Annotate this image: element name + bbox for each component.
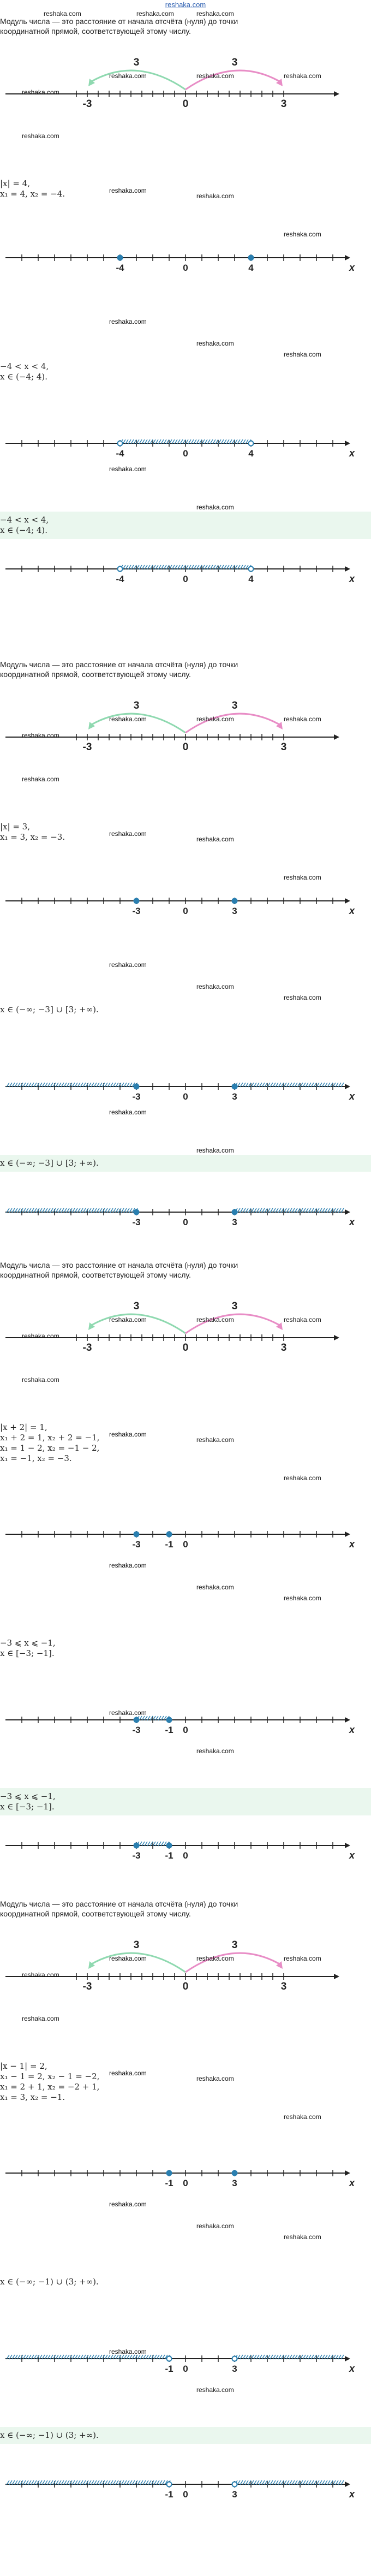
inequality-text [0,1638,56,1659]
point-marker [232,2171,237,2176]
watermark: reshaka.com [196,1747,234,1755]
axis-label: -1 [165,1850,173,1861]
axis-label: -4 [116,448,124,459]
definition-line: Модуль числа — это расстояние от начала отсчёта (нуля) до точки [0,1900,238,1908]
answer-line: x ∈ (−∞; −3] ∪ [3; +∞). [0,1158,99,1168]
watermark: reshaka.com [109,72,147,80]
left-distance-label: 3 [133,1301,140,1312]
axis-label: -4 [116,574,124,584]
right-distance-label: 3 [231,1301,238,1312]
hatch-region [7,2480,170,2485]
right-distance-label: 3 [231,700,238,711]
axis-label: 0 [183,2489,188,2500]
inequality-text [0,2277,99,2287]
point-marker [134,1084,139,1089]
watermark: reshaka.com [196,503,234,511]
hatch-region [7,2355,170,2359]
left-distance-label: 3 [133,1939,140,1951]
watermark: reshaka.com [196,192,234,200]
watermark: reshaka.com [284,1594,321,1602]
axis-label: 3 [232,2489,237,2500]
watermark: reshaka.com [22,88,59,96]
axis-label: -3 [82,1342,92,1354]
axis-arrow-icon [345,255,350,260]
math-line: x ∈ [−3; −1]. [0,1648,55,1658]
math-line: x₁ + 2 = 1, x₂ + 2 = −1, [0,1433,100,1443]
watermark: reshaka.com [284,230,321,238]
axis-label: -3 [82,98,92,110]
answer-text [0,1155,371,1170]
math-line: |x − 1| = 2, [0,2061,47,2071]
answer-box [0,512,371,539]
watermark: reshaka.com [196,1316,234,1323]
axis-variable-label: x [349,2363,355,2374]
math-line: x ∈ (−4; 4). [0,372,48,382]
axis-label: -3 [132,1850,141,1861]
equation-solution [0,2061,99,2103]
axis-arrow-icon [334,91,339,97]
watermark: reshaka.com [22,1971,59,1979]
watermark: reshaka.com [109,2200,147,2208]
axis-variable-label: x [349,2177,355,2188]
watermark: reshaka.com [109,1108,147,1116]
axis-label: 0 [182,741,189,753]
axis-arrow-icon [345,2356,350,2361]
watermark: reshaka.com [109,2069,147,2077]
watermark: reshaka.com [196,983,234,990]
axis-label: 3 [232,2364,237,2374]
axis-label: -1 [165,1725,173,1735]
equation-solution [0,822,65,842]
answer-box [0,1788,371,1815]
axis-label: 0 [183,263,188,273]
equation-solution [0,179,65,199]
math-line: x₁ = 2 + 1, x₂ = −2 + 1, [0,2082,100,2092]
math-line: x₁ = 3, x₂ = −1. [0,2092,65,2102]
number-line-answer [0,2473,371,2501]
answer-line: −3 ⩽ x ⩽ −1, [0,1791,56,1801]
watermark: reshaka.com [109,1431,147,1438]
watermark: reshaka.com [196,2075,234,2082]
definition-line: Модуль числа — это расстояние от начала отсчёта (нуля) до точки [0,17,238,26]
axis-label: -1 [165,2178,173,2188]
axis-label: 0 [182,1981,189,1992]
inequality-text [0,361,49,382]
axis-variable-label: x [349,1539,355,1550]
answer-line: x ∈ (−4; 4). [0,525,48,535]
point-marker [232,1210,237,1215]
definition-text [0,1260,371,1280]
inequality-text [0,1005,99,1015]
watermark: reshaka.com [109,465,147,473]
axis-label: 0 [182,98,189,110]
axis-arrow-icon [345,566,350,572]
axis-label: 3 [232,906,237,916]
axis-label: -3 [132,1725,141,1735]
watermark: reshaka.com [284,351,321,358]
math-line: |x + 2| = 1, [0,1422,47,1432]
point-marker [167,1843,172,1848]
watermark: reshaka.com [284,715,321,723]
point-marker [232,1084,237,1089]
axis-arrow-icon [345,2482,350,2487]
answer-line: −4 < x < 4, [0,515,49,525]
number-line-solution [0,432,371,460]
answer-text [0,2427,371,2442]
point-marker [167,2171,172,2176]
axis-label: -1 [165,2489,173,2500]
axis-arrow-icon [334,1974,339,1979]
axis-label: 0 [183,574,188,584]
axis-variable-label: x [349,2489,355,2500]
watermark: reshaka.com [284,1955,321,1962]
watermark: reshaka.com [284,994,321,1001]
number-line-points [0,247,371,274]
math-line: −3 ⩽ x ⩽ −1, [0,1638,56,1648]
point-marker [167,2482,172,2487]
watermark: reshaka.com [109,1562,147,1569]
watermark: reshaka.com [22,732,59,739]
watermark: reshaka.com [44,10,81,17]
axis-label: 4 [248,574,254,584]
site-link[interactable]: reshaka.com [165,1,206,9]
math-line: |x| = 4, [0,179,30,188]
watermark: reshaka.com [196,72,234,80]
answer-text [0,1788,371,1813]
point-marker [118,441,123,446]
watermark: reshaka.com [196,10,234,17]
watermark: reshaka.com [196,1583,234,1591]
definition-line: Модуль числа — это расстояние от начала отсчёта (нуля) до точки [0,1261,238,1269]
watermark: reshaka.com [196,835,234,843]
axis-arrow-icon [334,734,339,740]
watermark: reshaka.com [109,318,147,325]
axis-label: 0 [183,2178,188,2188]
watermark: reshaka.com [284,1316,321,1323]
axis-arrow-icon [345,898,350,904]
watermark: reshaka.com [109,1709,147,1717]
point-marker [134,1532,139,1537]
watermark: reshaka.com [284,2113,321,2121]
watermark: reshaka.com [109,830,147,838]
watermark: reshaka.com [109,2348,147,2355]
answer-box [0,2427,371,2444]
math-line: x₁ = 4, x₂ = −4. [0,189,65,199]
watermark: reshaka.com [109,961,147,969]
point-marker [167,1718,172,1723]
number-line-solution [0,1709,371,1736]
math-line: x₁ = 3, x₂ = −3. [0,832,65,842]
point-marker [167,2357,172,2361]
axis-variable-label: x [349,905,355,916]
axis-label: -3 [82,741,92,753]
point-marker [118,256,123,260]
axis-label: 0 [183,906,188,916]
watermark: reshaka.com [22,1376,59,1384]
point-marker [232,899,237,904]
point-marker [134,1718,139,1723]
watermark: reshaka.com [284,1474,321,1482]
axis-label: -3 [132,1217,141,1227]
watermark: reshaka.com [109,715,147,723]
math-line: x₁ = −1, x₂ = −3. [0,1453,72,1463]
answer-text [0,512,371,537]
axis-label: -4 [116,263,124,273]
axis-label: -1 [165,1539,173,1550]
point-marker [167,1532,172,1537]
number-line-points [0,2162,371,2189]
axis-label: 0 [183,2364,188,2374]
axis-label: 3 [280,1981,287,1992]
axis-label: 0 [183,1217,188,1227]
math-line: −4 < x < 4, [0,361,49,371]
answer-line: x ∈ [−3; −1]. [0,1802,55,1812]
left-distance-label: 3 [133,700,140,711]
point-marker [134,1843,139,1848]
axis-arrow-icon [345,441,350,446]
axis-arrow-icon [345,1084,350,1089]
point-marker [249,441,254,446]
axis-label: -1 [165,2364,173,2374]
axis-variable-label: x [349,1091,355,1102]
math-line: x ∈ (−∞; −3] ∪ [3; +∞). [0,1005,99,1014]
definition-text [0,1899,371,1919]
axis-label: -3 [132,906,141,916]
axis-variable-label: x [349,1216,355,1227]
watermark: reshaka.com [22,1332,59,1340]
watermark: reshaka.com [196,2222,234,2230]
watermark: reshaka.com [284,2233,321,2241]
math-line: x₁ = 1 − 2, x₂ = −1 − 2, [0,1443,100,1453]
axis-label: 4 [248,263,254,273]
watermark: reshaka.com [196,715,234,723]
definition-text [0,16,371,36]
point-marker [232,2357,237,2361]
number-line-solution [0,1076,371,1103]
axis-label: 3 [232,1217,237,1227]
axis-label: -3 [132,1539,141,1550]
axis-arrow-icon [345,2170,350,2176]
watermark: reshaka.com [22,2015,59,2022]
watermark: reshaka.com [109,1955,147,1962]
equation-solution [0,1422,99,1464]
point-marker [232,2482,237,2487]
axis-variable-label: x [349,573,355,584]
watermark: reshaka.com [109,187,147,194]
point-marker [249,567,254,572]
right-distance-label: 3 [231,57,238,68]
watermark: reshaka.com [284,72,321,80]
axis-label: -3 [82,1981,92,1992]
watermark: reshaka.com [284,874,321,881]
point-marker [134,899,139,904]
right-distance-label: 3 [231,1939,238,1951]
answer-line: x ∈ (−∞; −1) ∪ (3; +∞). [0,2430,99,2440]
axis-arrow-icon [334,1335,339,1340]
number-line-solution [0,2348,371,2375]
axis-arrow-icon [345,1717,350,1723]
axis-arrow-icon [345,1532,350,1537]
definition-line: координатной прямой, соответствующей этому числу. [0,670,191,679]
axis-label: 4 [248,448,254,459]
watermark: reshaka.com [196,2386,234,2394]
math-line: x ∈ (−∞; −1) ∪ (3; +∞). [0,2277,99,2287]
axis-label: 3 [280,1342,287,1354]
watermark: reshaka.com [136,10,174,17]
number-line-answer [0,558,371,585]
point-marker [134,1210,139,1215]
axis-label: 0 [183,1539,188,1550]
definition-line: Модуль числа — это расстояние от начала отсчёта (нуля) до точки [0,660,238,669]
point-marker [118,567,123,572]
axis-label: 3 [280,98,287,110]
watermark: reshaka.com [196,1436,234,1444]
number-line-answer [0,1835,371,1862]
watermark: reshaka.com [109,1316,147,1323]
left-distance-label: 3 [133,57,140,68]
number-line-answer [0,1201,371,1228]
axis-label: 0 [183,1850,188,1861]
axis-label: 3 [280,741,287,753]
watermark: reshaka.com [196,340,234,347]
watermark: reshaka.com [22,775,59,783]
axis-label: 0 [183,1725,188,1735]
watermark: reshaka.com [196,1955,234,1962]
axis-variable-label: x [349,1724,355,1735]
definition-line: координатной прямой, соответствующей этому числу. [0,1271,191,1279]
number-line-points [0,890,371,917]
answer-box [0,1155,371,1172]
axis-variable-label: x [349,262,355,273]
definition-text [0,660,371,679]
axis-variable-label: x [349,448,355,459]
axis-label: 0 [183,448,188,459]
axis-variable-label: x [349,1850,355,1861]
axis-label: 0 [183,1091,188,1102]
axis-label: 0 [182,1342,189,1354]
axis-label: 3 [232,2178,237,2188]
axis-arrow-icon [345,1209,350,1215]
top-header [0,0,371,10]
watermark: reshaka.com [22,132,59,140]
axis-label: 3 [232,1091,237,1102]
definition-line: координатной прямой, соответствующей этому числу. [0,27,191,35]
math-line: |x| = 3, [0,822,30,832]
watermark: reshaka.com [196,1147,234,1154]
math-line: x₁ − 1 = 2, x₂ − 1 = −2, [0,2072,100,2081]
number-line-points [0,1523,371,1551]
point-marker [249,256,254,260]
axis-arrow-icon [345,1843,350,1848]
axis-label: -3 [132,1091,141,1102]
definition-line: координатной прямой, соответствующей этому числу. [0,1909,191,1918]
